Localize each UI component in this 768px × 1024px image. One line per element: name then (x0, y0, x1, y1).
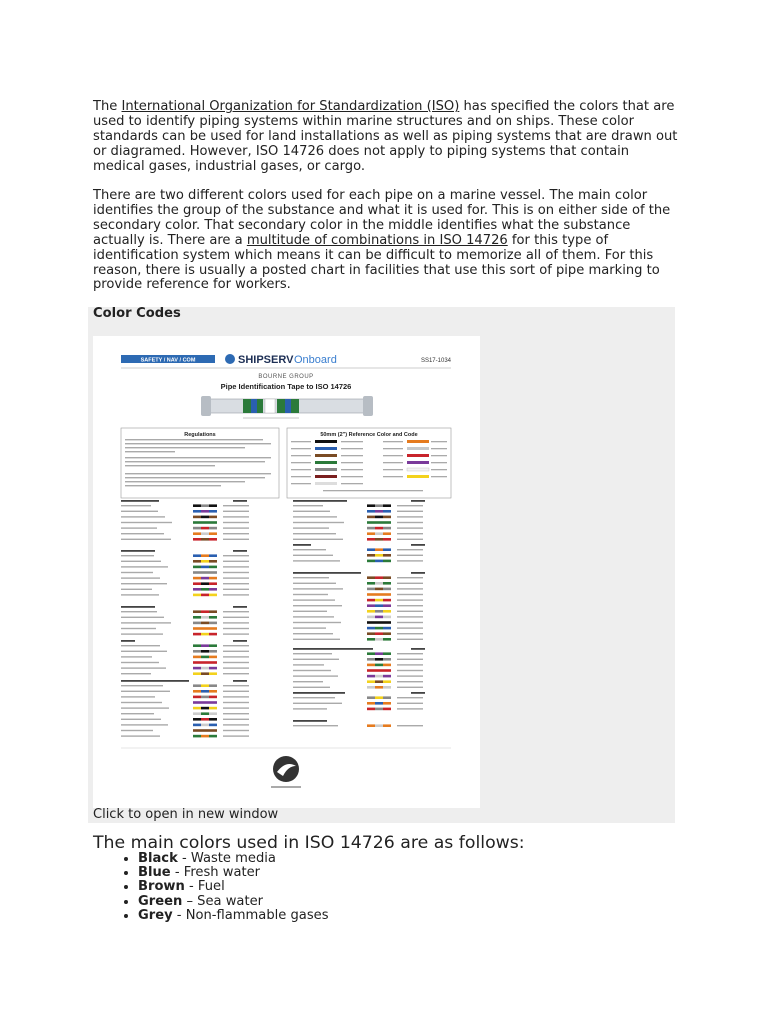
color-name: Black (138, 851, 178, 866)
second-paragraph (93, 189, 678, 293)
combinations-link[interactable]: multitude of combinations in ISO 14726 (246, 232, 508, 248)
color-name: Green (138, 893, 183, 909)
color-name: Blue (138, 865, 171, 881)
color-use: Fresh water (183, 865, 261, 881)
intro-paragraph (93, 100, 678, 175)
separator: - (170, 865, 184, 881)
list-item (138, 852, 329, 866)
color-use: Sea water (197, 893, 264, 909)
color-use: Fuel (197, 879, 225, 895)
chart-title: Pipe Identification Tape to ISO 14726 (220, 382, 352, 391)
color-name: Grey (138, 907, 173, 923)
separator: – (182, 893, 198, 909)
brand-bold: SHIPSERV (238, 354, 294, 366)
list-item (138, 909, 329, 923)
chart-thumbnail (93, 336, 480, 808)
pipe-identification-chart-image[interactable] (93, 336, 480, 808)
reference-heading: 50mm (2") Reference Color and Code (320, 432, 418, 438)
color-use: Non-flammable gases (185, 907, 329, 923)
main-colors-heading: The main colors used in ISO 14726 are as follows: (93, 833, 525, 853)
intro-prefix: The (93, 99, 122, 114)
color-use: Waste media (190, 851, 276, 866)
badge-text: SAFETY / NAV / COM (140, 357, 196, 364)
image-caption[interactable]: Click to open in new window (93, 807, 279, 822)
second-part2: for this type of identification system which means it can be difficult to memorize all of them. For this reason, there is usually a posted chart in facilities that use this sort of pipe marking to provide reference for workers. (93, 232, 660, 293)
separator: - (172, 907, 186, 923)
color-codes-section (88, 307, 675, 823)
brand-light: Onboard (294, 354, 337, 366)
group-name: BOURNE GROUP (258, 374, 314, 380)
second-part1: There are two different colors used for each pipe on a marine vessel. The main color identifies the group of the substance and what it is used for. This is on either side of the secondary color. That secondary color in the middle identifies what the substance actually is. There are a (93, 188, 671, 248)
separator: - (177, 851, 191, 866)
section-title: Color Codes (93, 306, 181, 321)
list-item (138, 866, 329, 880)
separator: - (184, 879, 198, 895)
regulations-heading: Regulations (184, 432, 216, 438)
intro-rest: has specified the colors that are used to identify piping systems within marine structures and on ships. These color standards can be used for land installations as well as piping systems that are drawn out or diagramed. However, ISO 14726 does not apply to piping systems that contain medical gases, industrial gases, or cargo. (93, 99, 678, 174)
iso-link[interactable]: International Organization for Standardization (ISO) (121, 99, 460, 114)
shipserv-logo-icon (225, 354, 235, 364)
list-item (138, 895, 329, 909)
regulations-box (121, 428, 279, 498)
main-colors-list (93, 852, 329, 923)
list-item (138, 880, 329, 894)
doc-code: SS17-1034 (420, 358, 451, 364)
color-name: Brown (138, 879, 185, 895)
